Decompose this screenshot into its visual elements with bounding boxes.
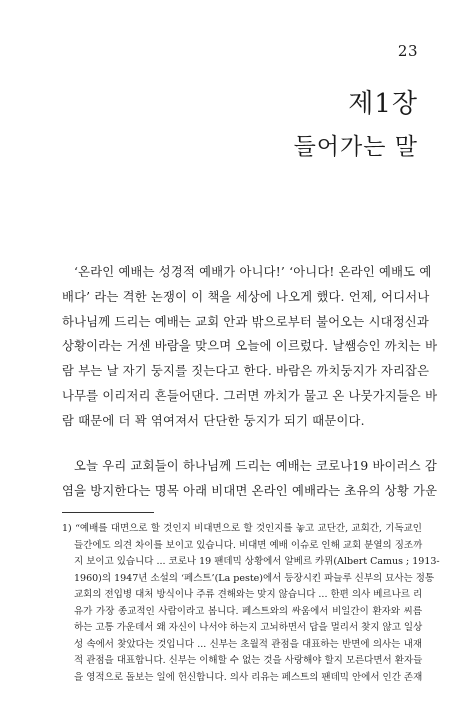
paragraph-line: 오늘 우리 교회들이 하나님께 드리는 예배는 코로나19 바이러스 감 xyxy=(74,459,437,473)
footnote-line: 을 영적으로 돌보는 일에 헌신합니다. 의사 리유는 페스트의 팬데믹 안에서 인간 존재 xyxy=(74,671,423,683)
footnote-line: 유가 가장 종교적인 사람이라고 봅니다. 페스트와의 싸움에서 비일간이 환자와 씨름 xyxy=(74,605,422,617)
paragraph-line: 상황이라는 거센 바람을 맞으며 오늘에 이르렀다. 날쌤승인 까치는 바 xyxy=(62,339,438,354)
footnote-line: 성 속에서 찾았다는 것입니다 ... 신부는 초월적 관점을 대표하는 반면에 의사는 내재 xyxy=(74,638,422,650)
paragraph-line: 람 때문에 더 꽉 엮여져서 단단한 둥지가 되기 때문이다. xyxy=(62,413,365,428)
chapter-label: 제1장 xyxy=(348,89,418,119)
paragraph-2 xyxy=(62,454,438,504)
paragraph-line: 나무를 이리저리 흔들어댄다. 그러면 까치가 물고 온 나뭇가지들은 바 xyxy=(62,388,438,403)
footnote-line: 적 관점을 대표합니다. 신부는 이해할 수 없는 것을 사랑해야 할지 모른다면서 환자들 xyxy=(74,655,423,666)
paragraph-line: 하나님께 드리는 예배는 교회 안과 밖으로부터 불어오는 시대정신과 xyxy=(62,314,429,329)
footnote-line: 하는 고통 가운데서 왜 자신이 나서야 하는지 고뇌하면서 답을 멀리서 찾지 않고 일상 xyxy=(74,622,423,633)
paragraph-line: 배다’ 라는 격한 논쟁이 이 책을 세상에 나오게 했다. 언제, 어디서나 xyxy=(62,289,430,304)
footnote-line: 들간에도 의견 차이를 보이고 있습니다. 비대면 예배 이슈로 인해 교회 분열의 징조까 xyxy=(74,539,423,551)
page-number: 23 xyxy=(397,42,418,60)
chapter-title: 들어가는 말 xyxy=(293,134,418,160)
footnote xyxy=(62,521,440,686)
footnote-line: 교회의 전입병 대처 방식이나 주류 견해와는 맞지 않습니다 ... 한편 의사 베르나르 리 xyxy=(74,589,423,600)
footnote-divider xyxy=(62,512,154,513)
footnote-line: 1) “예배를 대면으로 할 것인지 비대면으로 할 것인지를 놓고 교단간, 교회간, 기독교인 xyxy=(62,523,422,534)
paragraph-line: ‘온라인 예배는 성경적 예배가 아니다!’ ‘아니다! 온라인 예배도 예 xyxy=(74,265,432,279)
paragraph-1 xyxy=(62,260,438,434)
footnote-line: 1960)의 1947년 소설의 ‘페스트’(La peste)에서 등장시킨 파늘루 신부의 묘사는 정통 xyxy=(74,572,435,584)
paragraph-line: 람 부는 날 자기 둥지를 짓는다고 한다. 바람은 까치둥지가 자리잡은 xyxy=(62,364,430,379)
footnote-line: 지 보이고 있습니다 ... 코로나 19 팬데믹 상황에서 알베르 카뮈(Albert Camus ; 1913- xyxy=(74,556,440,567)
paragraph-line: 염을 방지한다는 명목 아래 비대면 온라인 예배라는 초유의 상황 가운 xyxy=(62,483,438,498)
